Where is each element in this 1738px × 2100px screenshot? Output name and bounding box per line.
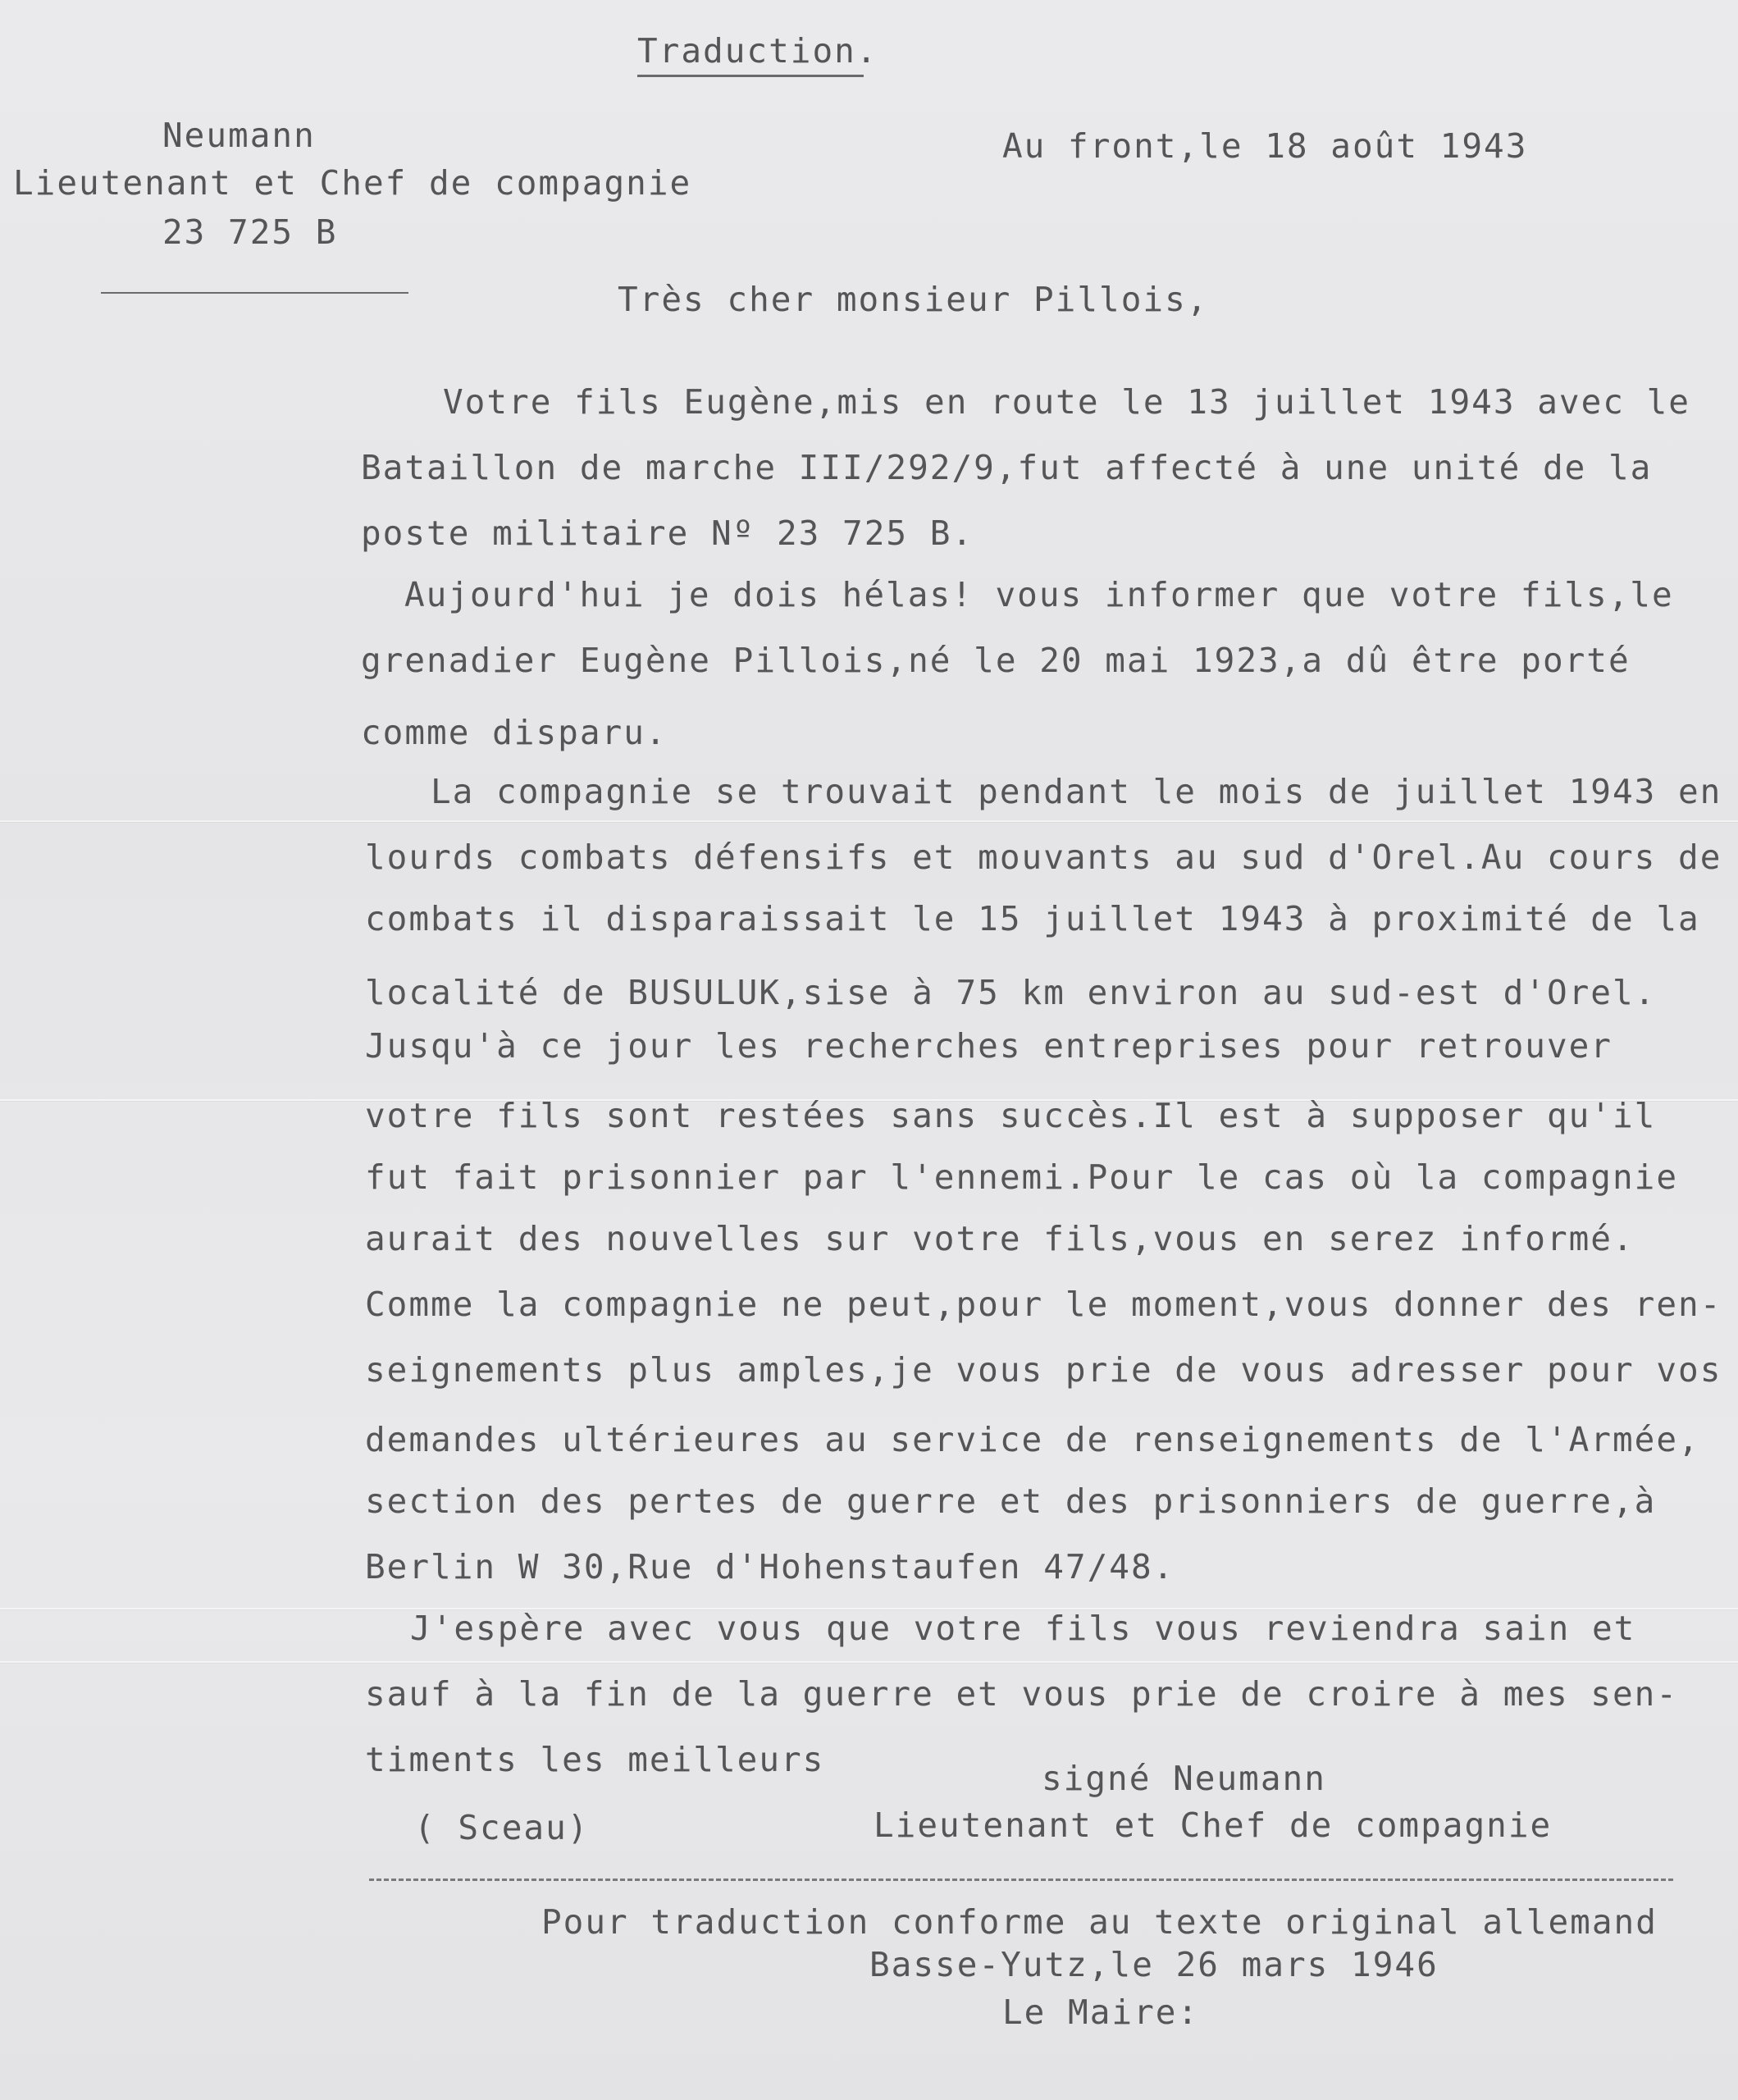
sender-separator — [101, 292, 408, 294]
body-line: fut fait prisonnier par l'ennemi.Pour le cas où la compagnie — [365, 1157, 1679, 1197]
body-line: comme disparu. — [361, 713, 668, 752]
body-line: demandes ultérieures au service de renseignements de l'Armée, — [365, 1420, 1700, 1459]
sender-name: Neumann — [162, 116, 316, 155]
body-line: seignements plus amples,je vous prie de vous adresser pour vos — [365, 1350, 1722, 1390]
body-line: La compagnie se trouvait pendant le mois de juillet 1943 en — [431, 772, 1722, 811]
body-line: localité de BUSULUK,sise à 75 km environ au sud-est d'Orel. — [365, 973, 1657, 1012]
paper-fold — [0, 820, 1738, 822]
body-line: sauf à la fin de la guerre et vous prie de croire à mes sen- — [365, 1674, 1679, 1714]
signature-rank: Lieutenant et Chef de compagnie — [874, 1806, 1553, 1845]
body-line: grenadier Eugène Pillois,né le 20 mai 1923,a dû être porté — [361, 641, 1631, 680]
paper-fold — [0, 1661, 1738, 1663]
body-line: Jusqu'à ce jour les recherches entreprises pour retrouver — [365, 1026, 1613, 1066]
body-line: lourds combats défensifs et mouvants au sud d'Orel.Au cours de — [365, 838, 1722, 877]
body-line: combats il disparaissait le 15 juillet 1943 à proximité de la — [365, 899, 1700, 938]
body-line: Berlin W 30,Rue d'Hohenstaufen 47/48. — [365, 1547, 1175, 1586]
certification-separator — [369, 1879, 1673, 1881]
certification-statement: Pour traduction conforme au texte original allemand — [541, 1902, 1658, 1942]
signature-signed: signé Neumann — [1042, 1759, 1326, 1798]
body-line: aurait des nouvelles sur votre fils,vous en serez informé. — [365, 1219, 1635, 1258]
body-line: J'espère avec vous que votre fils vous reviendra sain et — [410, 1609, 1636, 1648]
body-line: Aujourd'hui je dois hélas! vous informer que votre fils,le — [404, 575, 1674, 614]
document-title: Traduction. — [637, 31, 878, 71]
salutation: Très cher monsieur Pillois, — [618, 280, 1209, 319]
body-line: Votre fils Eugène,mis en route le 13 juillet 1943 avec le — [443, 382, 1690, 422]
body-line: section des pertes de guerre et des prisonniers de guerre,à — [365, 1481, 1657, 1521]
sender-postal-sector: 23 725 B — [162, 212, 338, 252]
seal-note: ( Sceau) — [414, 1808, 590, 1847]
title-underline — [637, 75, 864, 77]
body-line: timents les meilleurs — [365, 1740, 825, 1779]
body-line: votre fils sont restées sans succès.Il est à supposer qu'il — [365, 1096, 1657, 1135]
certification-place-date: Basse-Yutz,le 26 mars 1946 — [869, 1945, 1439, 1984]
sender-rank: Lieutenant et Chef de compagnie — [13, 163, 692, 203]
certification-mayor: Le Maire: — [1002, 1993, 1200, 2032]
body-line: poste militaire Nº 23 725 B. — [361, 514, 974, 553]
body-line: Comme la compagnie ne peut,pour le moment,vous donner des ren- — [365, 1285, 1722, 1324]
body-line: Bataillon de marche III/292/9,fut affecté à une unité de la — [361, 448, 1653, 487]
place-date: Au front,le 18 août 1943 — [1002, 126, 1528, 166]
